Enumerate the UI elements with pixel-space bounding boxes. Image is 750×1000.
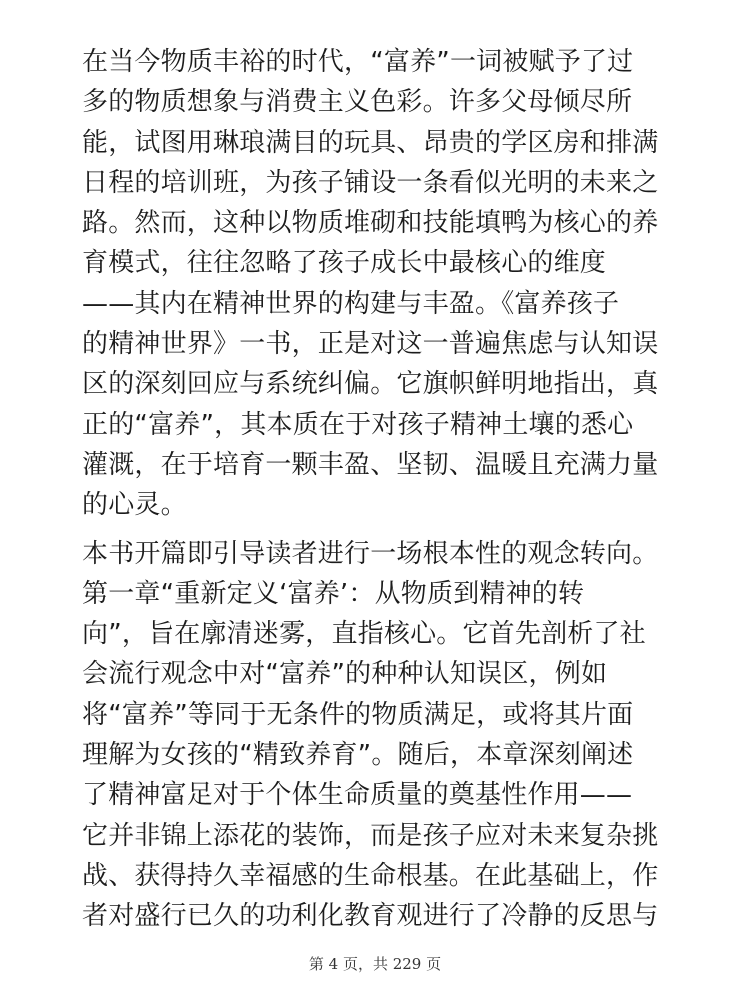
text-line: 将“富养”等同于无条件的物质满足，或将其片面 bbox=[82, 699, 634, 730]
body-text bbox=[82, 42, 682, 937]
text-line: 多的物质想象与消费主义色彩。许多父母倾尽所 bbox=[82, 87, 633, 118]
text-line: 理解为女孩的“精致养育”。随后，本章深刻阐述 bbox=[82, 740, 634, 771]
text-line: 日程的培训班，为孩子铺设一条看似光明的未来之 bbox=[82, 167, 659, 198]
text-line: 正的“富养”，其本质在于对孩子精神土壤的悉心 bbox=[82, 409, 634, 440]
text-line: 能，试图用琳琅满目的玩具、昂贵的学区房和排满 bbox=[82, 127, 659, 158]
text-line: 第一章“重新定义‘富养’：从物质到精神的转 bbox=[82, 578, 585, 609]
text-line: 区的深刻回应与系统纠偏。它旗帜鲜明地指出，真 bbox=[82, 369, 659, 400]
text-line: 战、获得持久幸福感的生命根基。在此基础上，作 bbox=[82, 860, 659, 891]
text-line: 的精神世界》一书，正是对这一普遍焦虑与认知误 bbox=[82, 329, 659, 360]
text-line: 向”，旨在廓清迷雾，直指核心。它首先剖析了社 bbox=[82, 619, 646, 650]
paragraph-1 bbox=[82, 42, 682, 526]
text-line: 会流行观念中对“富养”的种种认知误区，例如 bbox=[82, 659, 608, 690]
text-line: 路。然而，这种以物质堆砌和技能填鸭为核心的养 bbox=[82, 208, 659, 239]
text-line: 在当今物质丰裕的时代，“富养”一词被赋予了过 bbox=[82, 47, 634, 77]
paragraph-2 bbox=[82, 534, 682, 937]
text-line: 本书开篇即引导读者进行一场根本性的观念转向。 bbox=[82, 538, 659, 569]
text-line: ——其内在精神世界的构建与丰盈。《富养孩子 bbox=[82, 288, 620, 319]
text-line: 灌溉，在于培育一颗丰盈、坚韧、温暖且充满力量 bbox=[82, 449, 659, 480]
text-line: 它并非锦上添花的装饰，而是孩子应对未来复杂挑 bbox=[82, 820, 659, 851]
page-number: 第 4 页，共 229 页 bbox=[308, 955, 442, 973]
text-line: 了精神富足对于个体生命质量的奠基性作用—— bbox=[82, 780, 633, 811]
text-line: 育模式，往往忽略了孩子成长中最核心的维度 bbox=[82, 248, 607, 279]
text-line: 者对盛行已久的功利化教育观进行了冷静的反思与 bbox=[82, 901, 659, 932]
text-line: 的心灵。 bbox=[82, 490, 187, 521]
